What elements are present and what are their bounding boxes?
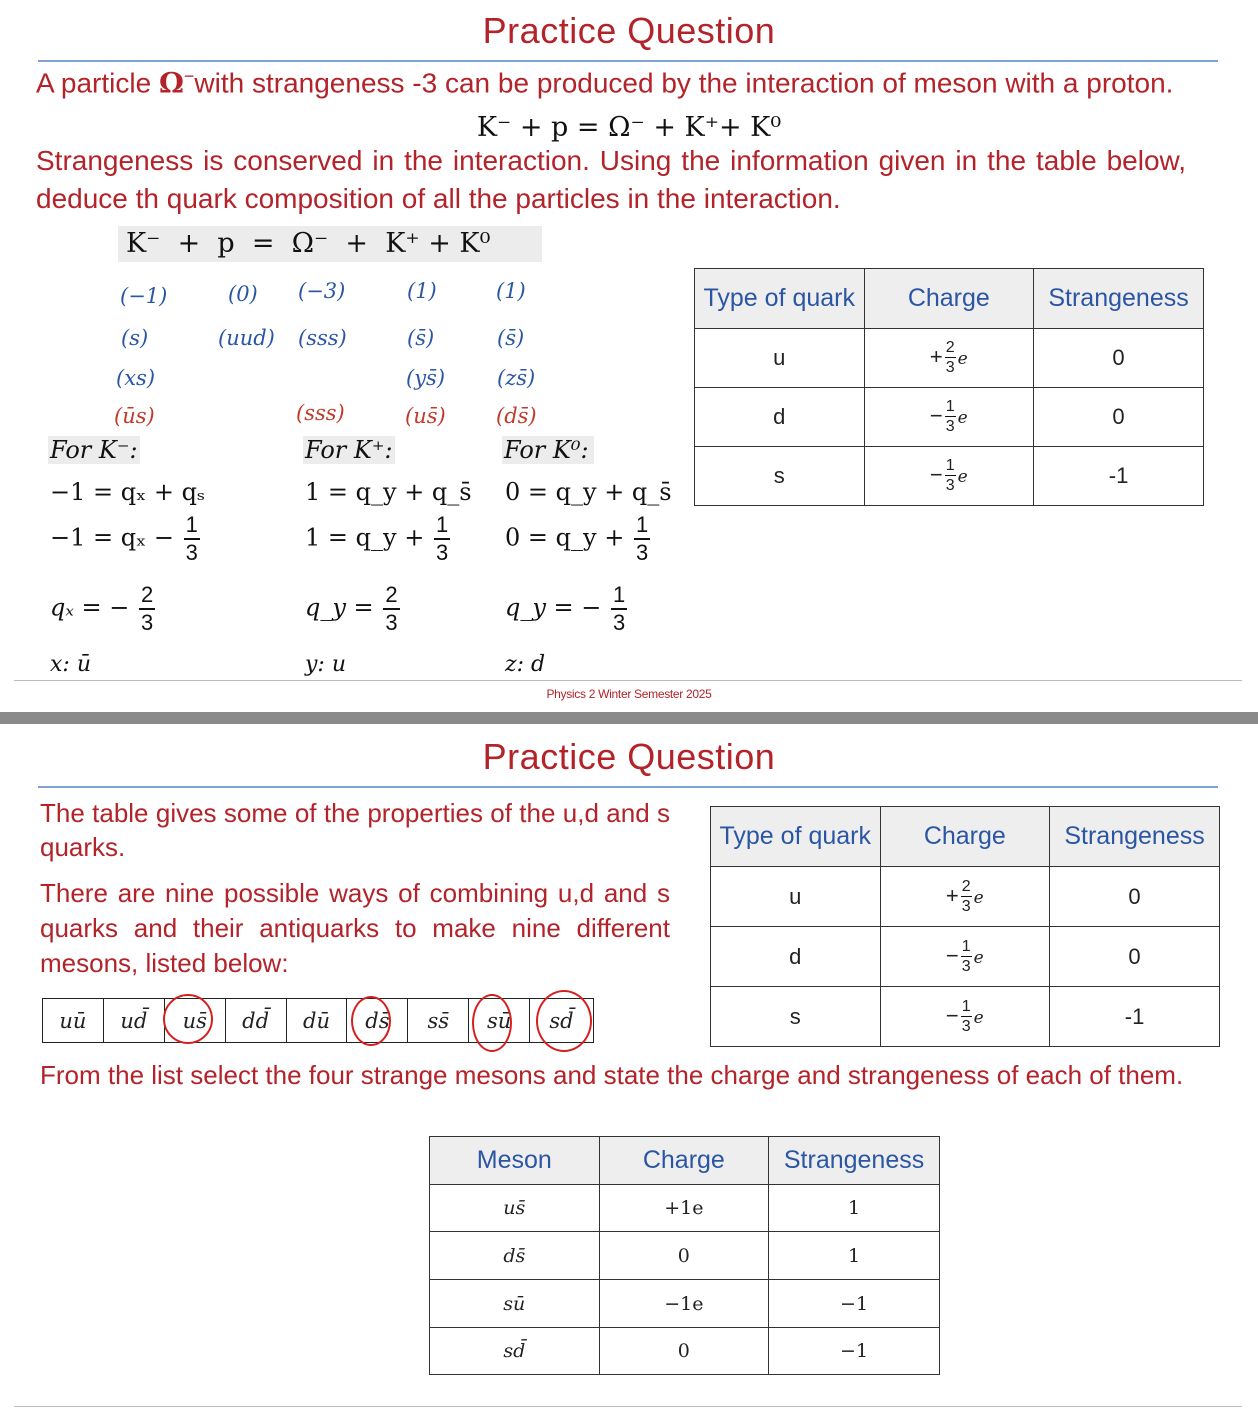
frac-den: 3: [385, 610, 398, 635]
quark-kplus: (s̄): [407, 326, 435, 350]
kzero-line1: 0 = q_y + q_s̄: [505, 478, 672, 506]
frac-den: 3: [961, 897, 971, 915]
table-row: [711, 987, 1220, 1047]
charge-unit: e: [957, 466, 968, 487]
meson-charge: +1e: [599, 1185, 769, 1232]
kminus-line3-text: qₓ = −: [50, 593, 130, 622]
frac-den: 3: [141, 610, 154, 635]
table-row: [430, 1280, 940, 1328]
unknown-kminus: (xs): [116, 366, 156, 390]
strangeness-kplus: (1): [407, 279, 437, 303]
table-row: [711, 867, 1220, 927]
meson-charge: 0: [599, 1232, 769, 1280]
quark-type: s: [711, 987, 881, 1047]
charge-unit: e: [957, 348, 968, 369]
answer-kzero: (ds̄): [496, 404, 537, 428]
question-text: From the list select the four strange mesons and state the charge and strangeness of each of them.: [40, 1060, 1184, 1090]
slide2-title: Practice Question: [482, 736, 776, 777]
meson-strangeness: 1: [769, 1185, 940, 1232]
table-row: [430, 1185, 940, 1232]
quark-type: d: [711, 927, 881, 987]
meson-strangeness: 1: [769, 1232, 940, 1280]
charge-fraction: [945, 458, 956, 494]
strangeness-kminus: (−1): [120, 284, 168, 308]
table-row: [430, 1328, 940, 1375]
meson-charge: −1e: [599, 1280, 769, 1328]
meson-strangeness: −1: [769, 1328, 940, 1375]
quark-proton: (uud): [218, 326, 275, 350]
frac-num: 1: [961, 937, 971, 955]
charge-sign: −: [929, 402, 943, 428]
kplus-heading: For K⁺:: [303, 436, 395, 464]
quark-charge: [864, 329, 1034, 388]
answer-kplus: (us̄): [405, 404, 446, 428]
kzero-line2: [505, 514, 652, 564]
kzero-line3-fraction: [611, 584, 627, 634]
kplus-line2-text: 1 = q_y +: [305, 523, 425, 552]
kzero-line3: [505, 584, 629, 634]
quark-properties-table-2: [710, 806, 1220, 1047]
quark-type: u: [711, 867, 881, 927]
answer-kminus: (ūs): [114, 404, 155, 428]
strangeness-kzero: (1): [496, 279, 526, 303]
p2-line2: quarks and their antiquarks to make nine different: [40, 913, 670, 943]
charge-sign: −: [929, 461, 943, 487]
quark-strangeness: 0: [1050, 927, 1220, 987]
frac-den: 3: [961, 1017, 971, 1035]
kplus-line3: [305, 584, 402, 634]
frac-num: 1: [634, 514, 650, 540]
charge-fraction: [961, 999, 972, 1035]
strange-mesons-table: [429, 1136, 940, 1375]
header-meson: Meson: [430, 1137, 600, 1185]
table-header-row: [695, 269, 1204, 329]
quark-properties-table: [694, 268, 1204, 506]
quark-type: s: [695, 447, 865, 506]
header-strangeness: Strangeness: [1050, 807, 1220, 867]
charge-fraction: [945, 340, 956, 376]
table-header-row: [430, 1137, 940, 1185]
quark-charge: [880, 987, 1050, 1047]
frac-den: 3: [945, 418, 955, 435]
frac-den: 3: [635, 540, 649, 565]
quark-type: u: [695, 329, 865, 388]
meson-name: us̄: [430, 1185, 600, 1232]
header-charge: Charge: [599, 1137, 769, 1185]
charge-sign: +: [945, 882, 959, 908]
quark-strangeness: -1: [1034, 447, 1204, 506]
quark-type: d: [695, 388, 865, 447]
para-line-2: deduce th quark composition of all the particles in the interaction.: [36, 183, 841, 214]
unknown-kzero: (zs̄): [497, 366, 536, 390]
meson-cell: dd̄: [225, 999, 286, 1043]
p1-line2: quarks.: [40, 832, 126, 862]
charge-sign: +: [929, 343, 943, 369]
frac-num: 2: [945, 339, 955, 356]
kplus-line2-fraction: [434, 514, 450, 564]
slide2-bottom-rule: [14, 1406, 1242, 1407]
kplus-line2: [305, 514, 452, 564]
intro-text: [36, 66, 1173, 99]
frac-den: 3: [613, 610, 626, 635]
charge-fraction: [961, 939, 972, 975]
intro-post: with strangeness -3 can be produced by the interaction of meson with a proton.: [194, 67, 1174, 99]
meson-charge: 0: [599, 1328, 769, 1375]
answer-omega: (sss): [296, 401, 345, 425]
kminus-line1: −1 = qₓ + qₛ: [50, 478, 206, 506]
kminus-line3: [50, 584, 157, 634]
omega-symbol: Ω: [158, 66, 184, 100]
meson-cell: ud̄: [103, 999, 164, 1043]
frac-num: 1: [945, 457, 955, 474]
slide1-footer: Physics 2 Winter Semester 2025: [546, 687, 712, 701]
charge-fraction: [945, 399, 956, 435]
kplus-line1: 1 = q_y + q_s̄: [305, 478, 472, 506]
meson-name: sū: [430, 1280, 600, 1328]
strangeness-omega: (−3): [298, 279, 346, 303]
frac-num: 1: [961, 997, 971, 1015]
header-charge: Charge: [864, 269, 1034, 329]
omega-charge: −: [183, 66, 195, 86]
meson-name: sd̄: [430, 1328, 600, 1375]
kplus-line3-fraction: [383, 584, 399, 634]
meson-cell: sd̄: [530, 999, 594, 1043]
kzero-line2-text: 0 = q_y +: [505, 523, 625, 552]
header-strangeness: Strangeness: [1034, 269, 1204, 329]
meson-cell: us̄: [164, 999, 225, 1043]
kplus-result: y: u: [305, 652, 347, 677]
annotation-circle-sd: [536, 990, 592, 1052]
quark-omega: (sss): [298, 326, 347, 350]
header-charge: Charge: [880, 807, 1050, 867]
slide1-title: Practice Question: [482, 10, 776, 51]
quark-kminus: (s): [121, 326, 149, 350]
charge-sign: −: [945, 942, 959, 968]
annotation-circle-su: [472, 994, 512, 1052]
table-row: [711, 927, 1220, 987]
header-strangeness: Strangeness: [769, 1137, 940, 1185]
table-header-row: [711, 807, 1220, 867]
para-line-1: Strangeness is conserved in the interaction. Using the information given in the table below,: [36, 145, 1186, 176]
frac-num: 1: [611, 584, 627, 610]
frac-num: 2: [139, 584, 155, 610]
kzero-line3-text: q_y = −: [505, 593, 602, 622]
quark-strangeness: 0: [1034, 388, 1204, 447]
p2-line3: mesons, listed below:: [40, 948, 289, 978]
meson-cell: sū: [469, 999, 530, 1043]
boxed-equation: K⁻ + p = Ω⁻ + K⁺ + K⁰: [118, 226, 542, 262]
charge-sign: −: [945, 1002, 959, 1028]
title-rule: [38, 60, 1218, 62]
frac-num: 1: [945, 398, 955, 415]
meson-cell: ds̄: [347, 999, 408, 1043]
frac-den: 3: [945, 359, 955, 376]
meson-cell: uū: [43, 999, 104, 1043]
annotation-circle-ds: [351, 996, 391, 1046]
quark-charge: [880, 927, 1050, 987]
kminus-heading: For K⁻:: [48, 436, 140, 464]
frac-num: 1: [434, 514, 450, 540]
frac-num: 1: [184, 514, 200, 540]
kminus-line2: [50, 514, 202, 564]
frac-num: 2: [961, 877, 971, 895]
frac-den: 3: [961, 957, 971, 975]
table-row: [695, 447, 1204, 506]
strangeness-proton: (0): [228, 282, 258, 306]
kzero-heading: For K⁰:: [502, 436, 594, 464]
charge-unit: e: [973, 887, 984, 908]
frac-den: 3: [435, 540, 449, 565]
meson-cell: ss̄: [408, 999, 469, 1043]
kplus-line3-text: q_y =: [305, 593, 374, 622]
charge-unit: e: [973, 1007, 984, 1028]
kzero-line2-fraction: [634, 514, 650, 564]
quark-strangeness: 0: [1034, 329, 1204, 388]
quark-strangeness: -1: [1050, 987, 1220, 1047]
meson-strangeness: −1: [769, 1280, 940, 1328]
quark-strangeness: 0: [1050, 867, 1220, 927]
charge-unit: e: [973, 947, 984, 968]
quark-charge: [880, 867, 1050, 927]
meson-cell: dū: [286, 999, 347, 1043]
slide-divider: [0, 712, 1258, 724]
kminus-line2-fraction: [184, 514, 200, 564]
quark-charge: [864, 447, 1034, 506]
meson-name: ds̄: [430, 1232, 600, 1280]
header-type: Type of quark: [711, 807, 881, 867]
table-row: [695, 329, 1204, 388]
unknown-kplus: (ys̄): [406, 366, 446, 390]
quark-charge: [864, 388, 1034, 447]
kzero-result: z: d: [505, 652, 546, 677]
kminus-line3-fraction: [139, 584, 155, 634]
p1-line1: The table gives some of the properties of the u,d and s: [40, 798, 670, 828]
reaction-equation: K⁻ + p = Ω⁻ + K⁺+ K⁰: [476, 112, 782, 143]
kminus-result: x: ū: [50, 652, 91, 677]
table-row: [695, 388, 1204, 447]
quark-kzero: (s̄): [497, 326, 525, 350]
header-type: Type of quark: [695, 269, 865, 329]
frac-den: 3: [945, 477, 955, 494]
intro-pre: A particle: [36, 67, 159, 99]
annotation-circle-us: [163, 994, 213, 1044]
frac-num: 2: [383, 584, 399, 610]
charge-unit: e: [957, 407, 968, 428]
title-rule-2: [38, 786, 1218, 788]
p2-line1: There are nine possible ways of combining u,d and s: [40, 878, 670, 908]
table-row: [430, 1232, 940, 1280]
kminus-line2-text: −1 = qₓ −: [50, 523, 175, 552]
charge-fraction: [961, 879, 972, 915]
slide1-bottom-rule: [14, 680, 1242, 681]
frac-den: 3: [185, 540, 198, 565]
